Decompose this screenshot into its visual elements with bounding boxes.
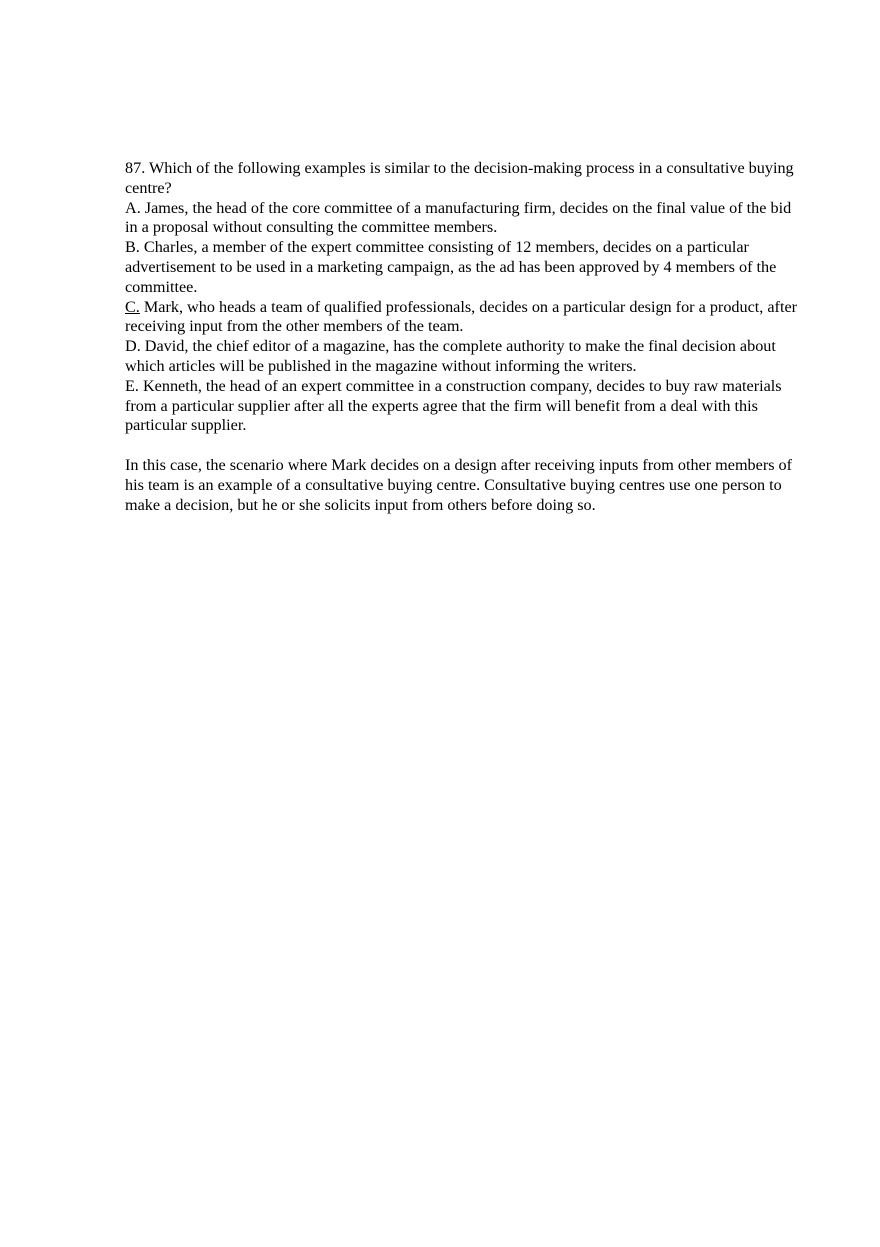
explanation-paragraph: In this case, the scenario where Mark decides on a design after receiving inputs from other members of his team is an example of a consultative buying centre. Consultative buying centres use one person to make a decision, but he or she solicits input from others before doing so. <box>125 455 793 514</box>
option-letter: E. <box>125 376 139 395</box>
option-b <box>125 238 805 297</box>
option-text: Kenneth, the head of an expert committee in a construction company, decides to buy raw materials from a particular supplier after all the experts agree that the firm will benefit from a deal with this particular supplier. <box>125 376 782 435</box>
option-text: James, the head of the core committee of a manufacturing firm, decides on the final value of the bid in a proposal without consulting the committee members. <box>125 198 792 237</box>
option-text: David, the chief editor of a magazine, has the complete authority to make the final decision about which articles will be published in the magazine without informing the writers. <box>125 337 776 375</box>
option-text: Charles, a member of the expert committee consisting of 12 members, decides on a particular advertisement to be used in a marketing campaign, as the ad has been approved by 4 members of the committee. <box>125 238 777 296</box>
option-letter: D. <box>125 337 141 356</box>
option-e <box>125 377 805 436</box>
option-letter: A. <box>125 198 141 217</box>
option-letter: B. <box>125 238 140 257</box>
option-c <box>125 298 805 338</box>
question-stem: 87. Which of the following examples is similar to the decision-making process in a consultative buying centre? <box>125 159 794 197</box>
option-text: Mark, who heads a team of qualified professionals, decides on a particular design for a product, after receiving input from the other members of the team. <box>125 297 798 336</box>
option-a <box>125 199 805 239</box>
option-d <box>125 337 805 377</box>
correct-option-letter: C. <box>125 297 140 316</box>
question-block <box>125 159 805 515</box>
